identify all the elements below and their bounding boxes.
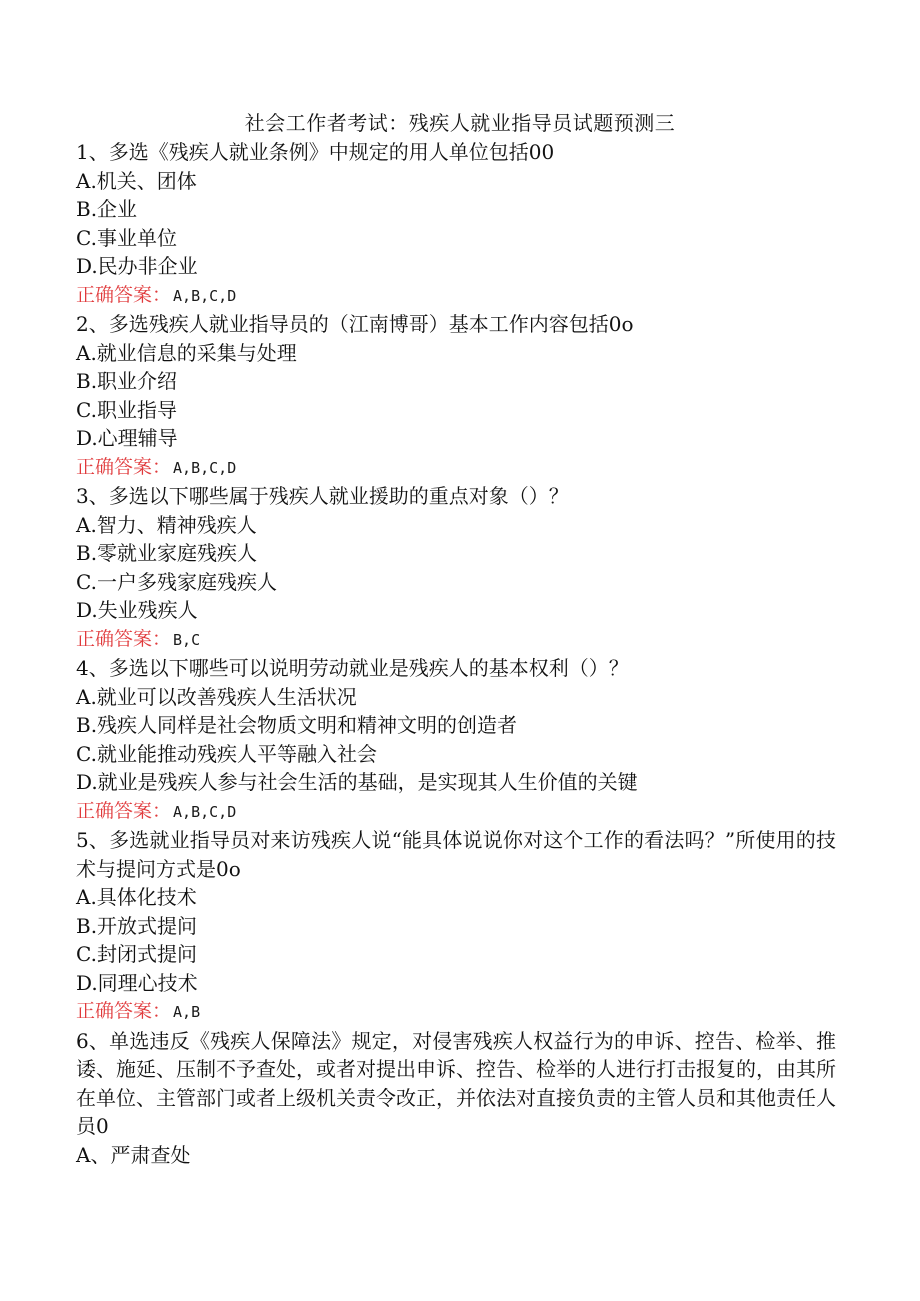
option-c: C.一户多残家庭残疾人: [76, 569, 277, 594]
option-b: B.企业: [76, 197, 138, 221]
answer-line: [76, 797, 836, 827]
answer-value: B,C: [173, 630, 201, 649]
answer-line: [76, 453, 836, 483]
answer-line: [76, 281, 836, 311]
option-d: D.心理辅导: [76, 426, 178, 450]
option-a: A.就业可以改善残疾人生活状况: [76, 684, 357, 709]
document-title: 社会工作者考试：残疾人就业指导员试题预测三: [244, 111, 676, 135]
answer-line: [76, 625, 836, 655]
answer-value: A,B,C,D: [173, 458, 237, 477]
option-d: D.民办非企业: [76, 254, 198, 278]
option-c: C.封闭式提问: [76, 942, 197, 966]
option-a: A.机关、团体: [76, 168, 197, 193]
option-b: B.职业介绍: [76, 369, 178, 393]
question-6: [76, 1027, 836, 1170]
answer-label: 正确答案：: [76, 627, 172, 650]
question-list: [76, 138, 836, 1169]
question-stem: 2、多选残疾人就业指导员的（江南博哥）基本工作内容包括0o: [76, 312, 634, 336]
option-b: B.开放式提问: [76, 913, 198, 938]
option-d: D.同理心技术: [76, 970, 198, 995]
question-stem: 1、多选《残疾人就业条例》中规定的用人单位包括00: [76, 140, 555, 164]
option-c: C.职业指导: [76, 397, 177, 422]
option-d: D.就业是残疾人参与社会生活的基础，是实现其人生价值的关键: [76, 770, 638, 794]
option-d: D.失业残疾人: [76, 598, 198, 622]
answer-value: A,B,C,D: [173, 802, 237, 821]
answer-label: 正确答案：: [76, 1000, 172, 1022]
question-stem: 4、多选以下哪些可以说明劳动就业是残疾人的基本权利（）？: [76, 656, 629, 680]
question-stem: 5、多选就业指导员对来访残疾人说“能具体说说你对这个工作的看法吗？”所使用的技术与提问方式是0o: [76, 828, 836, 881]
answer-label: 正确答案：: [76, 455, 172, 478]
question-3: [76, 482, 836, 654]
question-1: [76, 138, 836, 310]
answer-label: 正确答案：: [76, 799, 172, 822]
option-c: C.事业单位: [76, 225, 177, 250]
answer-label: 正确答案：: [76, 283, 172, 306]
option-c: C.就业能推动残疾人平等融入社会: [76, 741, 377, 766]
option-a: A.具体化技术: [76, 885, 197, 909]
option-b: B.零就业家庭残疾人: [76, 541, 258, 565]
option-b: B.残疾人同样是社会物质文明和精神文明的创造者: [76, 713, 518, 737]
question-4: [76, 654, 836, 826]
question-stem: 6、单选违反《残疾人保障法》规定，对侵害残疾人权益行为的申诉、控告、检举、推诿、施延、压制不予查处，或者对提出申诉、控告、检举的人进行打击报复的，由其所在单位、主管部门或者上级机关责令改正，并依法对直接负责的主管人员和其他责任人员0: [76, 1028, 836, 1138]
answer-value: A,B: [173, 1003, 201, 1021]
answer-value: A,B,C,D: [173, 286, 237, 305]
option-a: A.智力、精神残疾人: [76, 512, 257, 537]
option-a: A、严肃查处: [76, 1142, 191, 1167]
question-stem: 3、多选以下哪些属于残疾人就业援助的重点对象（）？: [76, 484, 569, 508]
option-a: A.就业信息的采集与处理: [76, 340, 297, 365]
answer-line: [76, 997, 836, 1027]
question-2: [76, 310, 836, 482]
question-5: [76, 826, 836, 1027]
